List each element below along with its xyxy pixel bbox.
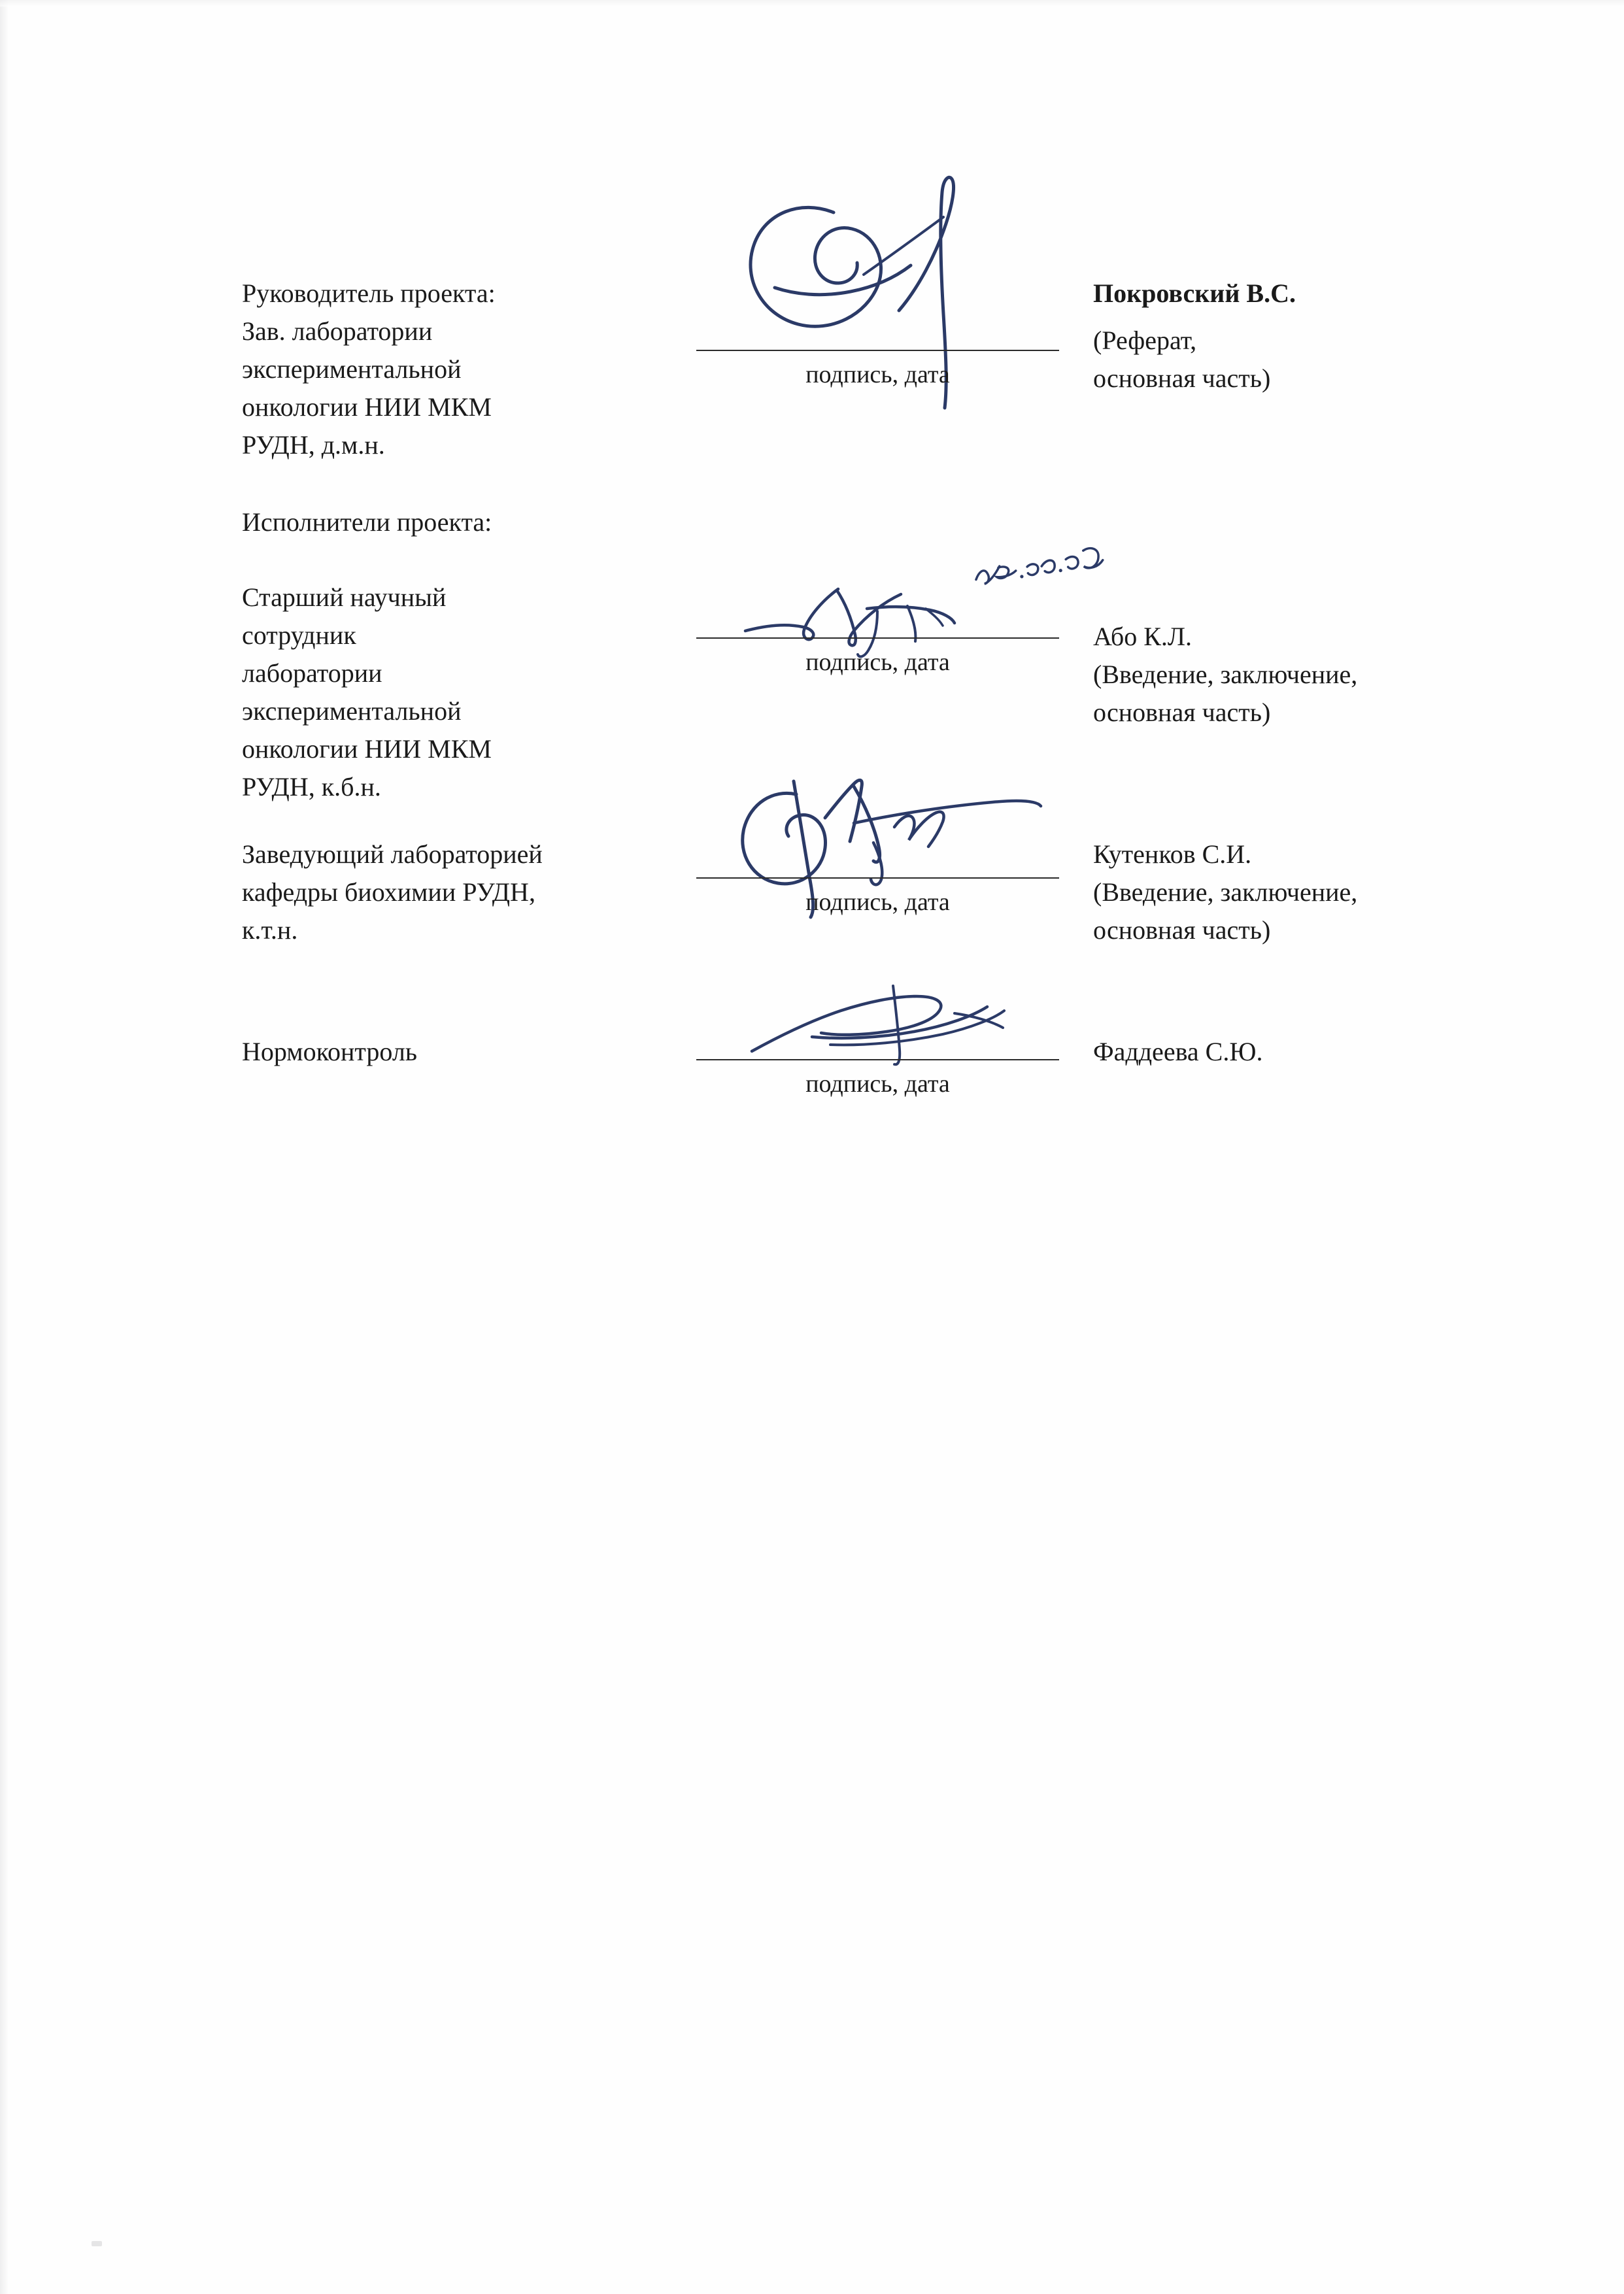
signatory-name: Кутенков С.И. xyxy=(1093,839,1252,869)
role-line: экспериментальной xyxy=(242,696,462,726)
signatory-name: Або К.Л. xyxy=(1093,622,1193,651)
signature-line-normcontrol xyxy=(696,1059,1059,1060)
signature-caption: подпись, дата xyxy=(805,1070,950,1098)
role-line: к.т.н. xyxy=(242,915,298,945)
executors-heading-text: Исполнители проекта: xyxy=(242,507,492,537)
scan-edge-top-shadow xyxy=(0,0,1624,7)
executors-heading xyxy=(242,503,660,541)
role-block-senior-researcher xyxy=(242,579,660,806)
signature-line-project-lead xyxy=(696,350,1059,351)
contribution-line: основная часть) xyxy=(1093,363,1271,393)
contribution-line: основная часть) xyxy=(1093,915,1271,945)
role-line: Нормоконтроль xyxy=(242,1037,418,1066)
role-line: сотрудник xyxy=(242,620,356,650)
role-block-lab-head-biochem xyxy=(242,835,686,949)
signature-line-senior-researcher xyxy=(696,637,1059,639)
role-line: РУДН, к.б.н. xyxy=(242,772,381,801)
signature-caption: подпись, дата xyxy=(805,649,950,676)
name-block-lab-head-biochem xyxy=(1093,835,1551,949)
contribution-line: (Введение, заключение, xyxy=(1093,877,1358,907)
signature-ink-project-lead xyxy=(703,163,1043,438)
scan-artifact-speck xyxy=(92,2241,102,2246)
contribution-line: (Реферат, xyxy=(1093,326,1197,355)
scan-edge-shadow xyxy=(0,0,9,2294)
signatory-name: Фаддеева С.Ю. xyxy=(1093,1037,1263,1066)
role-line: лаборатории xyxy=(242,658,382,688)
contribution-line: основная часть) xyxy=(1093,698,1271,727)
handwritten-date-stamp xyxy=(965,533,1121,607)
contribution-block-project-lead xyxy=(1093,322,1551,397)
role-block-project-lead xyxy=(242,275,660,464)
role-line: РУДН, д.м.н. xyxy=(242,430,385,460)
role-line: онкологии НИИ МКМ xyxy=(242,734,492,764)
signature-caption: подпись, дата xyxy=(805,888,950,916)
role-line: Зав. лаборатории xyxy=(242,316,433,346)
signature-ink-normcontrol xyxy=(739,974,1079,1079)
name-block-normcontrol xyxy=(1093,1033,1551,1071)
role-line: Руководитель проекта: xyxy=(242,278,496,308)
name-block-project-lead xyxy=(1093,275,1551,312)
role-line: онкологии НИИ МКМ xyxy=(242,392,492,422)
signature-line-lab-head-biochem xyxy=(696,877,1059,879)
name-block-senior-researcher xyxy=(1093,618,1551,732)
role-line: кафедры биохимии РУДН, xyxy=(242,877,535,907)
signature-caption: подпись, дата xyxy=(805,361,950,388)
role-block-normcontrol xyxy=(242,1033,660,1071)
role-line: Старший научный xyxy=(242,582,447,612)
contribution-line: (Введение, заключение, xyxy=(1093,660,1358,689)
signatory-name: Покровский В.С. xyxy=(1093,278,1296,308)
role-line: экспериментальной xyxy=(242,354,462,384)
role-line: Заведующий лабораторией xyxy=(242,839,543,869)
